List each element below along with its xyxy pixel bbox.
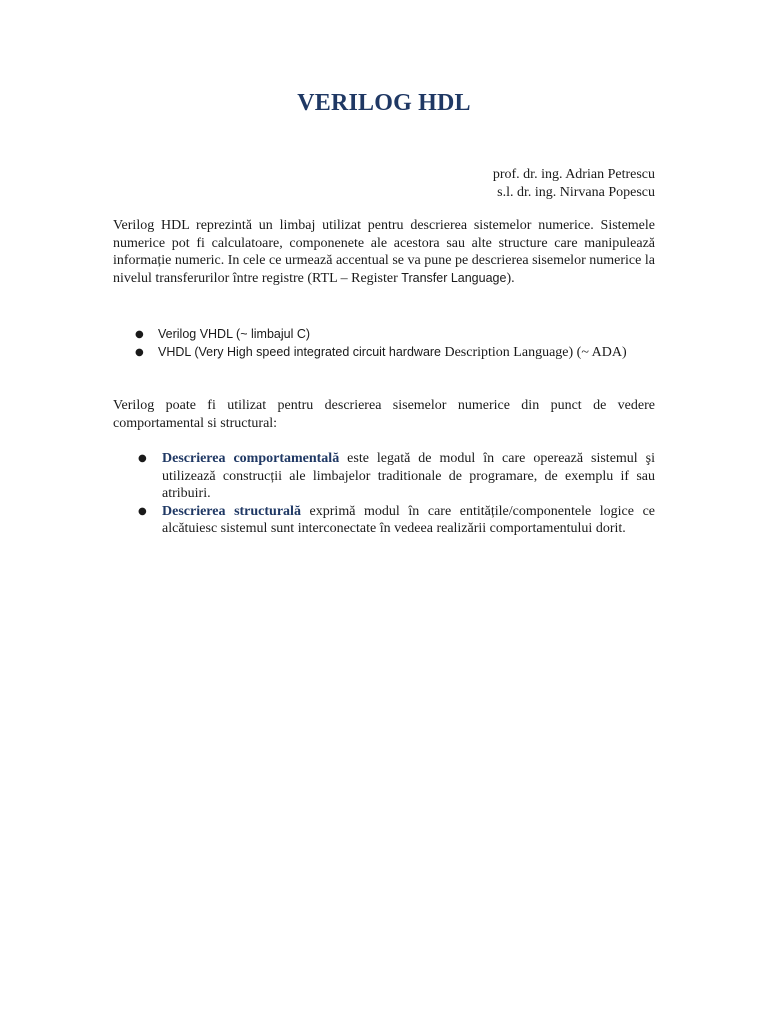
author-block	[493, 166, 655, 202]
author-line: s.l. dr. ing. Nirvana Popescu	[497, 185, 655, 200]
list-item	[113, 326, 655, 344]
description-list	[113, 450, 655, 538]
bullet-icon: ●	[135, 329, 144, 340]
list-item-text: Verilog VHDL (~ limbajul C)	[158, 327, 311, 341]
term-structural: Descrierea structurală	[162, 503, 301, 519]
bullet-icon: ●	[138, 453, 147, 464]
intro-text-end: ).	[506, 270, 515, 286]
usage-paragraph: Verilog poate fi utilizat pentru descrierea sisemelor numerice din punct de vedere comportamental si structural:	[113, 398, 655, 431]
list-item-text: VHDL (Very High speed integrated circuit hardware	[158, 344, 445, 359]
intro-text-sans: Transfer Language	[401, 270, 507, 285]
list-item-text-serif: Description Language) (~ ADA)	[444, 344, 627, 360]
language-list	[113, 326, 655, 361]
bullet-icon: ●	[138, 505, 147, 517]
author-line: prof. dr. ing. Adrian Petrescu	[492, 167, 655, 182]
intro-paragraph	[113, 217, 655, 287]
list-item-text: exprimă modul în care entitățile/componentele logice ce alcătuiesc sistemul sunt interconectate în vedeea realizării comportamentului dorit.	[162, 503, 655, 536]
intro-text: Verilog HDL reprezintă un limbaj utilizat pentru descrierea sistemelor numerice. Sistemele numerice pot fi calculatoare, componenete ale acestora sau alte structure care manipulează informație numeric. In cele ce urmează accentual se va pune pe descrierea sisemelor numerice la nivelul transferurilor între registre (RTL – Register	[113, 218, 655, 286]
document-title: VERILOG HDL	[297, 90, 471, 116]
list-item-text: este legată de modul în care operează sistemul şi utilizează construcții ale limbajelor traditionale de programare, de exemplu if sau atribuiri.	[162, 451, 655, 501]
term-behavioral: Descrierea comportamentală	[162, 451, 340, 466]
list-item	[113, 450, 655, 503]
list-item	[113, 503, 655, 538]
list-item	[113, 344, 655, 362]
bullet-icon: ●	[135, 346, 144, 358]
